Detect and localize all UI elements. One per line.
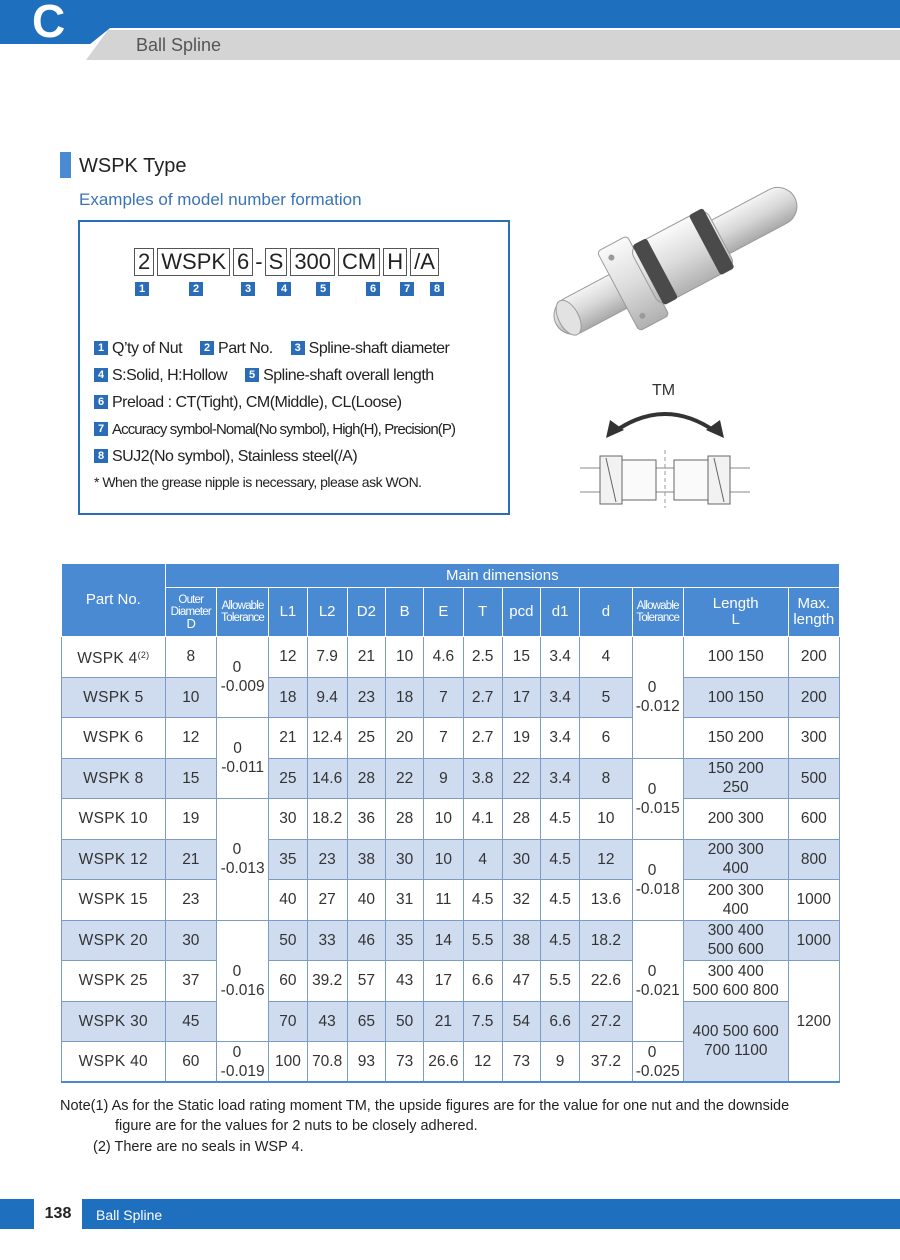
t: 4 xyxy=(463,839,502,880)
length: 150 200 xyxy=(683,718,788,759)
e: 7 xyxy=(424,718,463,759)
b: 20 xyxy=(386,718,424,759)
legend-text: Part No. xyxy=(218,340,273,357)
part-no: WSPK 15 xyxy=(62,880,166,921)
t: 2.7 xyxy=(463,677,502,718)
legend-badge: 1 xyxy=(94,341,108,355)
d1: 3.4 xyxy=(540,637,579,678)
d: 6 xyxy=(580,718,632,759)
model-number-box xyxy=(78,220,510,515)
outer-diameter: 21 xyxy=(165,839,216,880)
tolerance-d: 0 -0.013 xyxy=(216,799,268,921)
max-length: 1000 xyxy=(788,920,839,961)
model-segment: 6 xyxy=(233,248,253,276)
header-bar xyxy=(0,0,900,28)
l2: 33 xyxy=(307,920,347,961)
d2: 36 xyxy=(347,799,385,840)
header-l2: L2 xyxy=(307,588,347,637)
d1: 3.4 xyxy=(540,718,579,759)
outer-diameter: 23 xyxy=(165,880,216,921)
e: 9 xyxy=(424,758,463,799)
length: 150 200 250 xyxy=(683,758,788,799)
l2: 7.9 xyxy=(307,637,347,678)
table-row xyxy=(62,637,840,678)
l2: 18.2 xyxy=(307,799,347,840)
outer-diameter: 15 xyxy=(165,758,216,799)
d2: 46 xyxy=(347,920,385,961)
outer-diameter: 37 xyxy=(165,961,216,1002)
note-1-line-1: Note(1) As for the Static load rating moment TM, the upside figures are for the value for one nut and the downside xyxy=(60,1098,790,1114)
t: 3.8 xyxy=(463,758,502,799)
outer-diameter: 8 xyxy=(165,637,216,678)
index-badge: 8 xyxy=(430,282,444,296)
model-number-example xyxy=(134,248,439,276)
ball-spline-product-image xyxy=(540,170,810,350)
legend-badge: 2 xyxy=(200,341,214,355)
part-no: WSPK 6 xyxy=(62,718,166,759)
t: 2.7 xyxy=(463,718,502,759)
header-length: Length L xyxy=(683,588,788,637)
e: 11 xyxy=(424,880,463,921)
header-allowable-tolerance-small-d: Allowable Tolerance xyxy=(632,588,683,637)
d: 10 xyxy=(580,799,632,840)
header-max-length: Max. length xyxy=(788,588,839,637)
d1: 4.5 xyxy=(540,839,579,880)
length: 300 400 500 600 800 xyxy=(683,961,788,1002)
section-title: WSPK Type xyxy=(79,155,187,177)
d2: 93 xyxy=(347,1042,385,1083)
legend-badge: 6 xyxy=(94,395,108,409)
tolerance-d: 0 -0.009 xyxy=(216,637,268,718)
max-length: 1200 xyxy=(788,961,839,1083)
legend-text: Accuracy symbol-Nomal(No symbol), High(H), Precision(P) xyxy=(112,421,456,438)
max-length: 500 xyxy=(788,758,839,799)
section-marker xyxy=(60,152,71,178)
outer-diameter: 30 xyxy=(165,920,216,961)
l2: 12.4 xyxy=(307,718,347,759)
l2: 39.2 xyxy=(307,961,347,1002)
b: 18 xyxy=(386,677,424,718)
d1: 6.6 xyxy=(540,1001,579,1042)
d: 8 xyxy=(580,758,632,799)
pcd: 30 xyxy=(502,839,540,880)
e: 14 xyxy=(424,920,463,961)
b: 28 xyxy=(386,799,424,840)
table-row xyxy=(62,677,840,718)
max-length: 300 xyxy=(788,718,839,759)
legend-text: Spline-shaft diameter xyxy=(308,340,450,357)
length: 200 300 400 xyxy=(683,880,788,921)
note-1-line-2: figure are for the values for 2 nuts to be closely adhered. xyxy=(115,1118,478,1134)
e: 26.6 xyxy=(424,1042,463,1083)
t: 2.5 xyxy=(463,637,502,678)
part-no: WSPK 20 xyxy=(62,920,166,961)
length: 100 150 xyxy=(683,677,788,718)
l1: 35 xyxy=(269,839,307,880)
b: 50 xyxy=(386,1001,424,1042)
d: 12 xyxy=(580,839,632,880)
e: 7 xyxy=(424,677,463,718)
d: 18.2 xyxy=(580,920,632,961)
index-badge: 6 xyxy=(366,282,380,296)
table-row xyxy=(62,799,840,840)
e: 4.6 xyxy=(424,637,463,678)
length: 200 300 400 xyxy=(683,839,788,880)
tolerance-small-d: 0 -0.021 xyxy=(632,920,683,1042)
l1: 50 xyxy=(269,920,307,961)
e: 17 xyxy=(424,961,463,1002)
table-row xyxy=(62,758,840,799)
grease-nipple-note: * When the grease nipple is necessary, please ask WON. xyxy=(94,474,422,490)
table-row xyxy=(62,839,840,880)
tm-label: TM xyxy=(652,382,676,399)
d: 37.2 xyxy=(580,1042,632,1083)
l2: 14.6 xyxy=(307,758,347,799)
tolerance-d: 0 -0.011 xyxy=(216,718,268,799)
pcd: 38 xyxy=(502,920,540,961)
model-segment: 300 xyxy=(290,248,335,276)
l2: 23 xyxy=(307,839,347,880)
tolerance-small-d: 0 -0.025 xyxy=(632,1042,683,1083)
header-pcd: pcd xyxy=(502,588,540,637)
table-row xyxy=(62,1001,840,1042)
header-main-dimensions: Main dimensions xyxy=(165,564,839,588)
table-row xyxy=(62,920,840,961)
header-d1: d1 xyxy=(540,588,579,637)
legend-badge: 4 xyxy=(94,368,108,382)
d1: 4.5 xyxy=(540,920,579,961)
l1: 18 xyxy=(269,677,307,718)
max-length: 200 xyxy=(788,677,839,718)
d: 22.6 xyxy=(580,961,632,1002)
legend-badge: 7 xyxy=(94,422,108,436)
b: 22 xyxy=(386,758,424,799)
index-badge: 3 xyxy=(241,282,255,296)
header-part-no: Part No. xyxy=(62,564,166,637)
l1: 40 xyxy=(269,880,307,921)
note-2: (2) There are no seals in WSP 4. xyxy=(93,1139,304,1155)
legend-line xyxy=(94,339,449,359)
pcd: 22 xyxy=(502,758,540,799)
b: 35 xyxy=(386,920,424,961)
e: 21 xyxy=(424,1001,463,1042)
l1: 25 xyxy=(269,758,307,799)
l2: 70.8 xyxy=(307,1042,347,1083)
header-outer-diameter: Outer Diameter D xyxy=(165,588,216,637)
max-length: 200 xyxy=(788,637,839,678)
d2: 28 xyxy=(347,758,385,799)
d2: 65 xyxy=(347,1001,385,1042)
index-badge: 4 xyxy=(277,282,291,296)
l2: 43 xyxy=(307,1001,347,1042)
legend-badge: 8 xyxy=(94,449,108,463)
d2: 57 xyxy=(347,961,385,1002)
part-no: WSPK 4$^{(2)}$ xyxy=(62,637,166,678)
legend-line xyxy=(94,447,357,467)
outer-diameter: 60 xyxy=(165,1042,216,1083)
d1: 5.5 xyxy=(540,961,579,1002)
l1: 60 xyxy=(269,961,307,1002)
header-l1: L1 xyxy=(269,588,307,637)
tolerance-small-d: 0 -0.015 xyxy=(632,758,683,839)
pcd: 73 xyxy=(502,1042,540,1083)
l1: 21 xyxy=(269,718,307,759)
max-length: 800 xyxy=(788,839,839,880)
l1: 30 xyxy=(269,799,307,840)
outer-diameter: 45 xyxy=(165,1001,216,1042)
legend-text: Spline-shaft overall length xyxy=(263,367,434,384)
d: 5 xyxy=(580,677,632,718)
d2: 38 xyxy=(347,839,385,880)
t: 6.6 xyxy=(463,961,502,1002)
length: 200 300 xyxy=(683,799,788,840)
header-title: Ball Spline xyxy=(136,35,222,55)
max-length: 600 xyxy=(788,799,839,840)
l1: 100 xyxy=(269,1042,307,1083)
length: 300 400 500 600 xyxy=(683,920,788,961)
table-row xyxy=(62,961,840,1002)
model-segment: WSPK xyxy=(157,248,230,276)
b: 10 xyxy=(386,637,424,678)
index-badge: 7 xyxy=(400,282,414,296)
part-no: WSPK 12 xyxy=(62,839,166,880)
part-no: WSPK 10 xyxy=(62,799,166,840)
model-segment: CM xyxy=(338,248,380,276)
t: 7.5 xyxy=(463,1001,502,1042)
length: 100 150 xyxy=(683,637,788,678)
moment-diagram xyxy=(570,380,760,510)
length: 400 500 600 700 1100 xyxy=(683,1001,788,1082)
legend-line xyxy=(94,366,434,386)
d2: 25 xyxy=(347,718,385,759)
t: 5.5 xyxy=(463,920,502,961)
legend-line xyxy=(94,393,402,413)
part-no: WSPK 40 xyxy=(62,1042,166,1083)
d: 27.2 xyxy=(580,1001,632,1042)
page-number: 138 xyxy=(34,1199,82,1229)
legend-text: Preload : CT(Tight), CM(Middle), CL(Loose) xyxy=(112,394,402,411)
pcd: 32 xyxy=(502,880,540,921)
b: 43 xyxy=(386,961,424,1002)
d: 4 xyxy=(580,637,632,678)
l1: 12 xyxy=(269,637,307,678)
outer-diameter: 12 xyxy=(165,718,216,759)
pcd: 17 xyxy=(502,677,540,718)
outer-diameter: 10 xyxy=(165,677,216,718)
tolerance-small-d: 0 -0.012 xyxy=(632,637,683,759)
index-badge: 5 xyxy=(316,282,330,296)
t: 4.1 xyxy=(463,799,502,840)
t: 12 xyxy=(463,1042,502,1083)
d2: 21 xyxy=(347,637,385,678)
max-length: 1000 xyxy=(788,880,839,921)
chapter-letter: C xyxy=(32,0,66,47)
b: 30 xyxy=(386,839,424,880)
d: 13.6 xyxy=(580,880,632,921)
legend-text: SUJ2(No symbol), Stainless steel(/A) xyxy=(112,448,358,465)
legend-badge: 5 xyxy=(245,368,259,382)
header-allowable-tolerance-d: Allowable Tolerance xyxy=(216,588,268,637)
model-segment: H xyxy=(383,248,407,276)
model-segment: /A xyxy=(410,248,439,276)
d2: 40 xyxy=(347,880,385,921)
table-row xyxy=(62,718,840,759)
d1: 9 xyxy=(540,1042,579,1083)
pcd: 54 xyxy=(502,1001,540,1042)
d1: 3.4 xyxy=(540,758,579,799)
part-no: WSPK 8 xyxy=(62,758,166,799)
pcd: 15 xyxy=(502,637,540,678)
model-segment: S xyxy=(265,248,288,276)
pcd: 28 xyxy=(502,799,540,840)
header-d: d xyxy=(580,588,632,637)
dimension-table xyxy=(61,563,840,1083)
e: 10 xyxy=(424,839,463,880)
tolerance-d: 0 -0.016 xyxy=(216,920,268,1042)
d1: 3.4 xyxy=(540,677,579,718)
d1: 4.5 xyxy=(540,799,579,840)
part-no: WSPK 25 xyxy=(62,961,166,1002)
header-e: E xyxy=(424,588,463,637)
part-no: WSPK 5 xyxy=(62,677,166,718)
section-subtitle: Examples of model number formation xyxy=(79,190,362,209)
part-no: WSPK 30 xyxy=(62,1001,166,1042)
index-badge: 1 xyxy=(135,282,149,296)
legend-text: Q’ty of Nut xyxy=(112,340,183,357)
tolerance-small-d: 0 -0.018 xyxy=(632,839,683,920)
pcd: 19 xyxy=(502,718,540,759)
l2: 9.4 xyxy=(307,677,347,718)
legend-text: S:Solid, H:Hollow xyxy=(112,367,228,384)
model-segment: 2 xyxy=(134,248,154,276)
index-badge: 2 xyxy=(189,282,203,296)
header-d2: D2 xyxy=(347,588,385,637)
d1: 4.5 xyxy=(540,880,579,921)
legend-badge: 3 xyxy=(291,341,305,355)
pcd: 47 xyxy=(502,961,540,1002)
model-dash: - xyxy=(255,249,263,274)
footer-title: Ball Spline xyxy=(96,1207,163,1223)
legend-line xyxy=(94,420,455,440)
l2: 27 xyxy=(307,880,347,921)
header-b: B xyxy=(386,588,424,637)
e: 10 xyxy=(424,799,463,840)
table-row xyxy=(62,880,840,921)
d2: 23 xyxy=(347,677,385,718)
b: 73 xyxy=(386,1042,424,1083)
b: 31 xyxy=(386,880,424,921)
outer-diameter: 19 xyxy=(165,799,216,840)
t: 4.5 xyxy=(463,880,502,921)
l1: 70 xyxy=(269,1001,307,1042)
tolerance-d: 0 -0.019 xyxy=(216,1042,268,1083)
header-t: T xyxy=(463,588,502,637)
